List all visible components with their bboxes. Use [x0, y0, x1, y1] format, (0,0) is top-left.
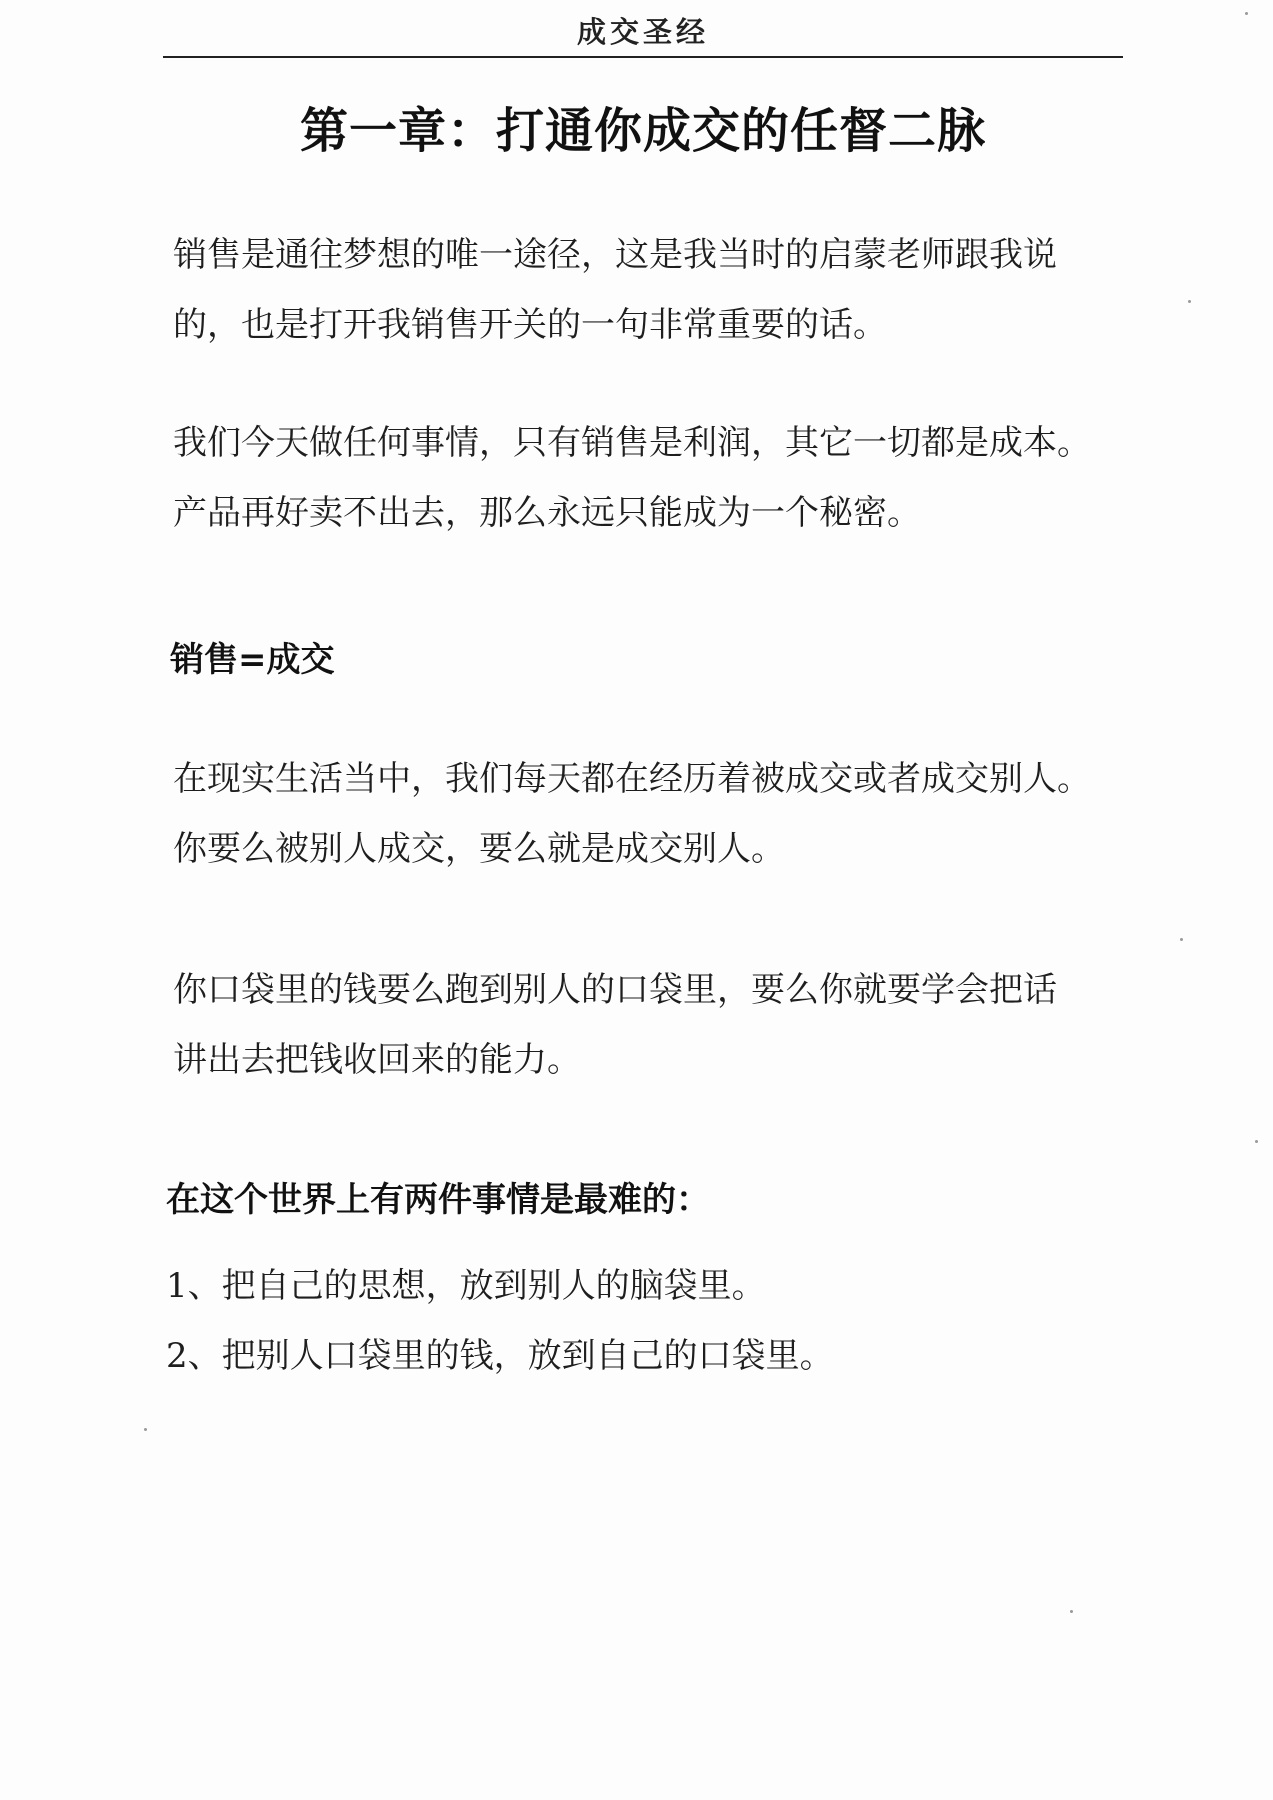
paragraph-line: 的，也是打开我销售开关的一句非常重要的话。 — [173, 305, 887, 345]
list-item: 1、把自己的思想，放到别人的脑袋里。 — [166, 1266, 766, 1306]
paragraph-line: 我们今天做任何事情，只有销售是利润，其它一切都是成本。 — [173, 423, 1091, 463]
chapter-title: 第一章：打通你成交的任督二脉 — [299, 103, 986, 159]
scan-speck — [1070, 1610, 1073, 1613]
scan-speck — [1180, 938, 1183, 941]
scan-speck — [144, 1428, 147, 1431]
scan-speck — [1255, 1140, 1258, 1143]
paragraph-line: 你要么被别人成交，要么就是成交别人。 — [173, 829, 785, 869]
paragraph-2 — [173, 408, 1133, 548]
header-rule — [163, 56, 1123, 58]
paragraph-1 — [173, 220, 1133, 360]
list-item: 2、把别人口袋里的钱，放到自己的口袋里。 — [166, 1336, 834, 1376]
scan-speck — [1188, 300, 1191, 303]
paragraph-line: 讲出去把钱收回来的能力。 — [173, 1040, 581, 1080]
paragraph-line: 销售是通往梦想的唯一途径，这是我当时的启蒙老师跟我说 — [173, 235, 1057, 275]
scan-speck — [1245, 12, 1248, 15]
section-heading-sales-deal: 销售=成交 — [170, 640, 335, 680]
section-heading-two-hardest: 在这个世界上有两件事情是最难的： — [166, 1180, 710, 1220]
running-header: 成交圣经 — [576, 15, 709, 49]
paragraph-line: 产品再好卖不出去，那么永远只能成为一个秘密。 — [173, 493, 921, 533]
paragraph-line: 在现实生活当中，我们每天都在经历着被成交或者成交别人。 — [173, 759, 1091, 799]
paragraph-4 — [173, 955, 1133, 1095]
paragraph-line: 你口袋里的钱要么跑到别人的口袋里，要么你就要学会把话 — [173, 970, 1057, 1010]
paragraph-3 — [173, 744, 1133, 884]
